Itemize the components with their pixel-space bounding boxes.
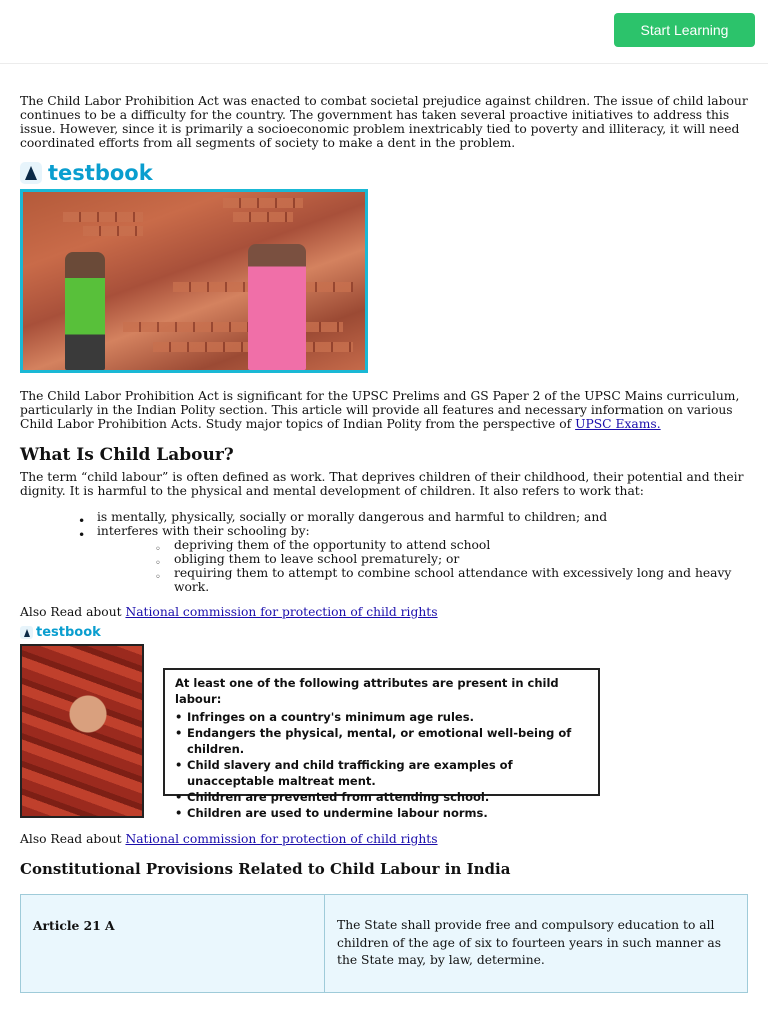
testbook-logo-icon — [20, 162, 42, 184]
list-item: ◦ requiring them to attempt to combine school attendance with excessively long and heavy work. — [155, 566, 748, 594]
significance-paragraph: The Child Labor Prohibition Act is significant for the UPSC Prelims and GS Paper 2 of the UPSC Mains curriculum, particularly in the Indian Polity section. This article will provide all features and necessary information on various Child Labor Prohibition Acts. Study major topics of Indian Polity from the perspective of UPSC Exams. — [20, 389, 740, 431]
attributes-list — [175, 709, 588, 821]
child-working-photo — [20, 644, 144, 818]
ncpcr-link[interactable]: National commission for protection of child rights — [125, 832, 438, 846]
provisions-table — [20, 894, 748, 993]
list-item: • Children are prevented from attending school. — [175, 789, 588, 805]
attributes-title: At least one of the following attributes are present in child labour: — [175, 676, 559, 706]
testbook-logo-small — [20, 625, 748, 640]
testbook-logo-icon — [20, 626, 33, 639]
list-item: ◦ depriving them of the opportunity to attend school — [155, 538, 748, 552]
also-read-line-1: Also Read about National commission for protection of child rights — [20, 605, 438, 619]
table-row — [21, 895, 748, 993]
schooling-sub-list — [155, 538, 748, 594]
child-labour-bullet-list — [78, 510, 748, 538]
top-bar — [0, 0, 768, 64]
testbook-logo-text: testbook — [36, 625, 101, 640]
list-item: • interferes with their schooling by: — [78, 524, 748, 538]
child-labour-brick-photo — [20, 189, 368, 373]
upsc-exams-link[interactable]: UPSC Exams. — [575, 417, 661, 431]
list-item: • Children are used to undermine labour norms. — [175, 805, 588, 821]
also-read-line-2: Also Read about National commission for protection of child rights — [20, 832, 438, 846]
provision-text-cell: The State shall provide free and compulsory education to all children of the age of six to fourteen years in such manner as the State may, by law, determine. — [325, 895, 748, 993]
testbook-logo-text: testbook — [48, 161, 153, 185]
child-labour-attributes-infographic — [20, 644, 600, 818]
constitutional-provisions-heading: Constitutional Provisions Related to Child Labour in India — [20, 860, 511, 878]
definition-paragraph: The term “child labour” is often defined as work. That deprives children of their childhood, their potential and their dignity. It is harmful to the physical and mental development of children. It also refers to work that: — [20, 470, 744, 498]
list-item: ◦ obliging them to leave school prematurely; or — [155, 552, 748, 566]
list-item: • Child slavery and child trafficking are examples of unacceptable maltreat ment. — [175, 757, 588, 789]
article-content — [20, 94, 748, 993]
testbook-logo — [20, 161, 748, 185]
ncpcr-link[interactable]: National commission for protection of child rights — [125, 605, 438, 619]
article-cell: Article 21 A — [21, 895, 325, 993]
intro-paragraph: The Child Labor Prohibition Act was enacted to combat societal prejudice against children. The issue of child labour continues to be a difficulty for the country. The government has taken several proactive initiatives to address this issue. However, since it is primarily a socioeconomic problem inextricably tied to poverty and illiteracy, it will need coordinated efforts from all segments of society to make a dent in the problem. — [20, 94, 748, 150]
what-is-child-labour-heading: What Is Child Labour? — [20, 445, 234, 465]
attributes-box — [163, 668, 600, 820]
start-learning-button[interactable]: Start Learning — [614, 13, 755, 47]
list-item: • Infringes on a country's minimum age rules. — [175, 709, 588, 725]
list-item: • Endangers the physical, mental, or emotional well-being of children. — [175, 725, 588, 757]
list-item: • is mentally, physically, socially or morally dangerous and harmful to children; and — [78, 510, 748, 524]
